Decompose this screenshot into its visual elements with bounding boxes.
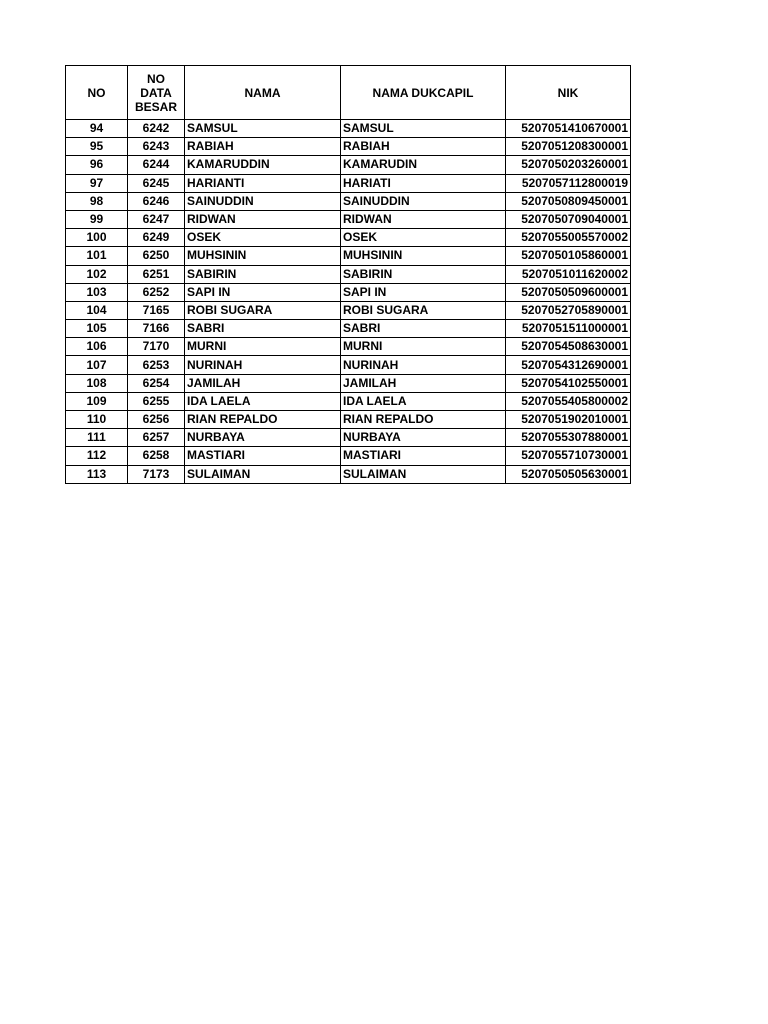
table-row: [66, 120, 631, 138]
cell-no-data-besar: 6252: [128, 283, 185, 301]
cell-nama: RIAN REPALDO: [185, 411, 341, 429]
header-nama: NAMA: [185, 66, 341, 120]
cell-no-data-besar: 6242: [128, 120, 185, 138]
cell-no-data-besar: 7165: [128, 301, 185, 319]
cell-nama: IDA LAELA: [185, 392, 341, 410]
cell-nama-dukcapil: ROBI SUGARA: [341, 301, 506, 319]
table-row: [66, 210, 631, 228]
cell-nama-dukcapil: JAMILAH: [341, 374, 506, 392]
cell-nik: 5207050105860001: [506, 247, 631, 265]
cell-nama-dukcapil: RIAN REPALDO: [341, 411, 506, 429]
cell-nama: MURNI: [185, 338, 341, 356]
cell-nama: RIDWAN: [185, 210, 341, 228]
cell-nama: JAMILAH: [185, 374, 341, 392]
cell-nama: MUHSININ: [185, 247, 341, 265]
cell-no-data-besar: 6255: [128, 392, 185, 410]
cell-no: 113: [66, 465, 128, 483]
cell-no: 94: [66, 120, 128, 138]
cell-nama: SAPI IN: [185, 283, 341, 301]
cell-nama: NURINAH: [185, 356, 341, 374]
cell-nama: OSEK: [185, 229, 341, 247]
table-row: [66, 465, 631, 483]
cell-no: 97: [66, 174, 128, 192]
cell-no-data-besar: 6245: [128, 174, 185, 192]
table-row: [66, 411, 631, 429]
cell-nik: 5207050203260001: [506, 156, 631, 174]
cell-no: 95: [66, 138, 128, 156]
cell-nik: 5207054102550001: [506, 374, 631, 392]
cell-no: 109: [66, 392, 128, 410]
cell-nama-dukcapil: KAMARUDIN: [341, 156, 506, 174]
cell-nama: NURBAYA: [185, 429, 341, 447]
cell-nama: SULAIMAN: [185, 465, 341, 483]
cell-no-data-besar: 6257: [128, 429, 185, 447]
cell-nik: 5207051011620002: [506, 265, 631, 283]
table-row: [66, 374, 631, 392]
cell-no-data-besar: 7170: [128, 338, 185, 356]
cell-no: 110: [66, 411, 128, 429]
header-row: [66, 66, 631, 120]
cell-nama-dukcapil: RIDWAN: [341, 210, 506, 228]
cell-no-data-besar: 6244: [128, 156, 185, 174]
cell-no-data-besar: 6251: [128, 265, 185, 283]
cell-no-data-besar: 6258: [128, 447, 185, 465]
cell-nik: 5207055005570002: [506, 229, 631, 247]
cell-nik: 5207050505630001: [506, 465, 631, 483]
cell-no: 98: [66, 192, 128, 210]
cell-nama-dukcapil: HARIATI: [341, 174, 506, 192]
cell-nama-dukcapil: NURBAYA: [341, 429, 506, 447]
table-row: [66, 392, 631, 410]
cell-nik: 5207050709040001: [506, 210, 631, 228]
cell-nama: ROBI SUGARA: [185, 301, 341, 319]
cell-nama: HARIANTI: [185, 174, 341, 192]
cell-no: 108: [66, 374, 128, 392]
cell-nama-dukcapil: SAMSUL: [341, 120, 506, 138]
table-body: [66, 120, 631, 484]
table-row: [66, 265, 631, 283]
cell-nik: 5207055307880001: [506, 429, 631, 447]
cell-nama-dukcapil: SAINUDDIN: [341, 192, 506, 210]
cell-no: 96: [66, 156, 128, 174]
table-row: [66, 174, 631, 192]
cell-no: 100: [66, 229, 128, 247]
cell-no-data-besar: 6253: [128, 356, 185, 374]
table-row: [66, 429, 631, 447]
table-row: [66, 356, 631, 374]
cell-nama-dukcapil: SULAIMAN: [341, 465, 506, 483]
cell-nama-dukcapil: MURNI: [341, 338, 506, 356]
cell-no-data-besar: 6243: [128, 138, 185, 156]
cell-no: 101: [66, 247, 128, 265]
cell-nama-dukcapil: MASTIARI: [341, 447, 506, 465]
cell-nama: SAINUDDIN: [185, 192, 341, 210]
header-no: NO: [66, 66, 128, 120]
table-row: [66, 283, 631, 301]
table-row: [66, 447, 631, 465]
cell-nik: 5207051511000001: [506, 320, 631, 338]
cell-no-data-besar: 6246: [128, 192, 185, 210]
cell-nama: KAMARUDDIN: [185, 156, 341, 174]
cell-no: 105: [66, 320, 128, 338]
cell-nik: 5207054312690001: [506, 356, 631, 374]
cell-no-data-besar: 6249: [128, 229, 185, 247]
cell-nama: SAMSUL: [185, 120, 341, 138]
header-no-data-besar: NO DATA BESAR: [128, 66, 185, 120]
table-row: [66, 301, 631, 319]
data-table: [65, 65, 631, 484]
cell-nama-dukcapil: IDA LAELA: [341, 392, 506, 410]
cell-nik: 5207055405800002: [506, 392, 631, 410]
cell-nama-dukcapil: OSEK: [341, 229, 506, 247]
cell-no-data-besar: 6247: [128, 210, 185, 228]
cell-no: 102: [66, 265, 128, 283]
cell-no: 106: [66, 338, 128, 356]
cell-no-data-besar: 6254: [128, 374, 185, 392]
cell-no-data-besar: 7166: [128, 320, 185, 338]
cell-no: 99: [66, 210, 128, 228]
cell-no-data-besar: 6250: [128, 247, 185, 265]
cell-nik: 5207055710730001: [506, 447, 631, 465]
cell-no-data-besar: 7173: [128, 465, 185, 483]
table-header: [66, 66, 631, 120]
cell-no-data-besar: 6256: [128, 411, 185, 429]
table-row: [66, 192, 631, 210]
cell-no: 104: [66, 301, 128, 319]
cell-nik: 5207051208300001: [506, 138, 631, 156]
table-row: [66, 320, 631, 338]
cell-nik: 5207054508630001: [506, 338, 631, 356]
cell-nik: 5207050509600001: [506, 283, 631, 301]
header-nama-dukcapil: NAMA DUKCAPIL: [341, 66, 506, 120]
cell-nik: 5207057112800019: [506, 174, 631, 192]
cell-no: 107: [66, 356, 128, 374]
table-row: [66, 338, 631, 356]
cell-nama: SABIRIN: [185, 265, 341, 283]
table-row: [66, 156, 631, 174]
cell-no: 103: [66, 283, 128, 301]
cell-nama-dukcapil: NURINAH: [341, 356, 506, 374]
table-row: [66, 138, 631, 156]
cell-nik: 5207052705890001: [506, 301, 631, 319]
table-row: [66, 247, 631, 265]
cell-no: 111: [66, 429, 128, 447]
cell-nama-dukcapil: MUHSININ: [341, 247, 506, 265]
header-nik: NIK: [506, 66, 631, 120]
cell-nama: MASTIARI: [185, 447, 341, 465]
table-row: [66, 229, 631, 247]
cell-nama-dukcapil: SABRI: [341, 320, 506, 338]
cell-nama-dukcapil: SAPI IN: [341, 283, 506, 301]
cell-nik: 5207051410670001: [506, 120, 631, 138]
cell-nama: SABRI: [185, 320, 341, 338]
cell-nik: 5207051902010001: [506, 411, 631, 429]
cell-no: 112: [66, 447, 128, 465]
cell-nik: 5207050809450001: [506, 192, 631, 210]
cell-nama-dukcapil: RABIAH: [341, 138, 506, 156]
cell-nama: RABIAH: [185, 138, 341, 156]
cell-nama-dukcapil: SABIRIN: [341, 265, 506, 283]
